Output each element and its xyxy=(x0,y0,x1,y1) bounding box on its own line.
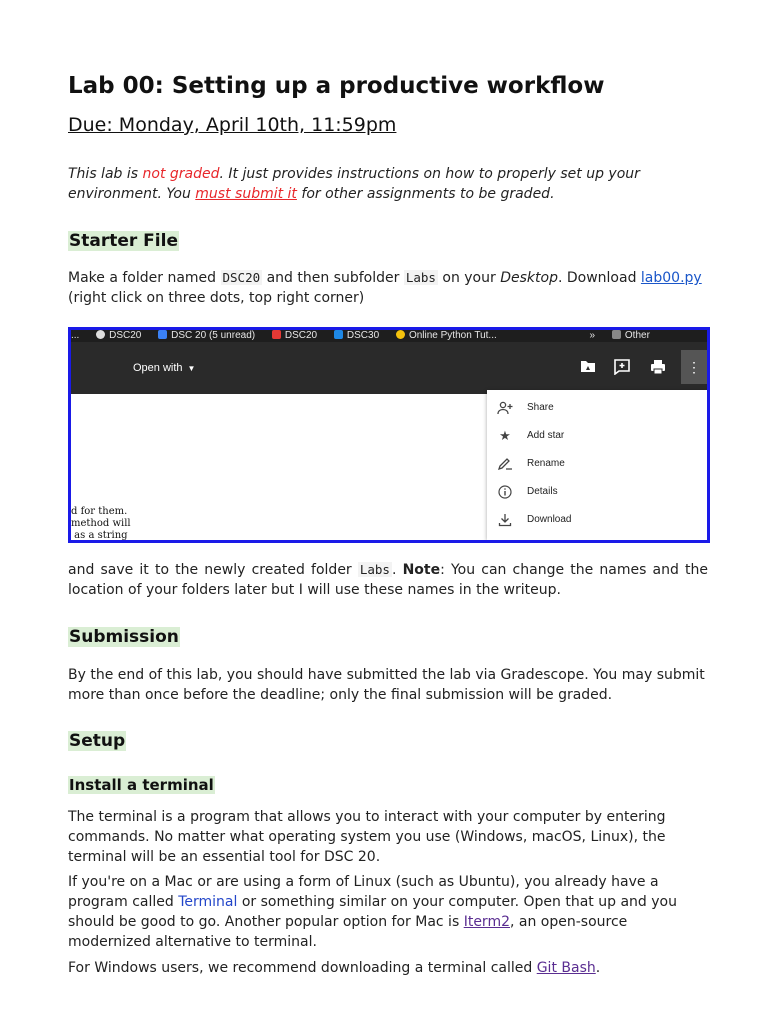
install-terminal-heading: Install a terminal xyxy=(69,776,214,794)
git-bash-link[interactable]: Git Bash xyxy=(536,960,596,976)
print-icon[interactable] xyxy=(649,359,667,377)
download-icon xyxy=(497,513,513,527)
bookmark-item[interactable]: Online Python Tut... xyxy=(396,330,497,339)
starter-paragraph: Make a folder named DSC20 and then subfolder Labs on your Desktop. Download lab00.py (right click on three dots, top right corner) xyxy=(68,270,702,306)
more-options-menu xyxy=(487,390,707,540)
bookmark-item[interactable]: DSC30 xyxy=(334,330,379,339)
canvas-icon xyxy=(334,330,343,339)
menu-item-download[interactable]: Download xyxy=(487,506,707,534)
open-with-button[interactable]: Open with ▼ xyxy=(123,355,205,381)
not-graded-text: not graded xyxy=(142,166,220,182)
bookmark-item[interactable]: DSC20 xyxy=(96,330,141,339)
piazza-icon xyxy=(158,330,167,339)
drive-screenshot xyxy=(68,327,710,543)
code-dsc20: DSC20 xyxy=(222,270,261,285)
code-preview: d for them. method will as a string xyxy=(71,506,131,541)
add-person-icon xyxy=(497,401,513,415)
submission-paragraph: By the end of this lab, you should have submitted the lab via Gradescope. You may submit more than once before the deadline; only the final submission will be graded. xyxy=(68,667,705,703)
code-labs: Labs xyxy=(405,270,436,285)
due-date: Due: Monday, April 10th, 11:59pm xyxy=(68,114,397,136)
add-to-drive-icon[interactable] xyxy=(579,359,597,377)
intro-paragraph: This lab is not graded. It just provides instructions on how to properly set up your environment. You must submit it for other assignments to be graded. xyxy=(68,166,640,202)
save-paragraph: and save it to the newly created folder Labs . Note: You can change the names and the location of your folders later but I will use these names in the writeup. xyxy=(68,562,708,598)
terminal-intro-paragraph: The terminal is a program that allows you to interact with your computer by entering commands. No matter what operating system you use (Windows, macOS, Linux), the terminal will be an essential tool for DSC 20. xyxy=(68,809,666,865)
menu-item-details[interactable]: Details xyxy=(487,478,707,506)
star-icon: ★ xyxy=(499,428,511,443)
folder-icon xyxy=(612,330,621,339)
lab00-download-link[interactable]: lab00.py xyxy=(640,270,702,286)
bookmark-item[interactable]: Other xyxy=(612,330,650,339)
menu-item-add-star[interactable]: ★ Add star xyxy=(487,422,707,450)
windows-paragraph: For Windows users, we recommend downloading a terminal called Git Bash. xyxy=(68,960,601,976)
python-icon xyxy=(396,330,405,339)
add-comment-icon[interactable] xyxy=(613,359,631,377)
bookmark-item[interactable]: ... xyxy=(71,330,80,341)
printer-icon xyxy=(650,359,666,375)
github-icon xyxy=(96,330,105,339)
note-label: Note xyxy=(402,562,441,578)
folder-drive-icon xyxy=(580,359,596,373)
gradescope-icon xyxy=(272,330,281,339)
mac-linux-paragraph: If you're on a Mac or are using a form of Linux (such as Ubuntu), you already have a program called Terminal or something similar on your computer. Open that up and you should be good to go. Another popular option for Mac is Iterm2, an open-source modernized alternative to terminal. xyxy=(68,874,677,950)
terminal-name: Terminal xyxy=(178,894,238,910)
caret-down-icon: ▼ xyxy=(187,364,196,373)
drive-toolbar xyxy=(71,342,707,394)
bookmark-item[interactable]: DSC 20 (5 unread) xyxy=(158,330,255,339)
more-options-icon[interactable]: ⋮ xyxy=(681,350,707,384)
bookmarks-bar xyxy=(71,330,707,342)
starter-file-heading: Starter File xyxy=(69,231,178,251)
bookmark-item[interactable]: DSC20 xyxy=(272,330,317,339)
must-submit-link[interactable]: must submit it xyxy=(195,186,297,202)
menu-item-share[interactable]: Share xyxy=(487,394,707,422)
page-title: Lab 00: Setting up a productive workflow xyxy=(68,73,605,99)
more-bookmarks-chevron-icon[interactable]: » xyxy=(589,330,596,341)
setup-heading: Setup xyxy=(69,731,126,751)
comment-plus-icon xyxy=(614,359,630,375)
pencil-icon xyxy=(497,457,513,471)
submission-heading: Submission xyxy=(69,627,179,647)
iterm2-link[interactable]: Iterm2 xyxy=(463,914,510,930)
menu-item-rename[interactable]: Rename xyxy=(487,450,707,478)
info-icon xyxy=(497,485,513,499)
code-labs: Labs xyxy=(359,562,390,577)
